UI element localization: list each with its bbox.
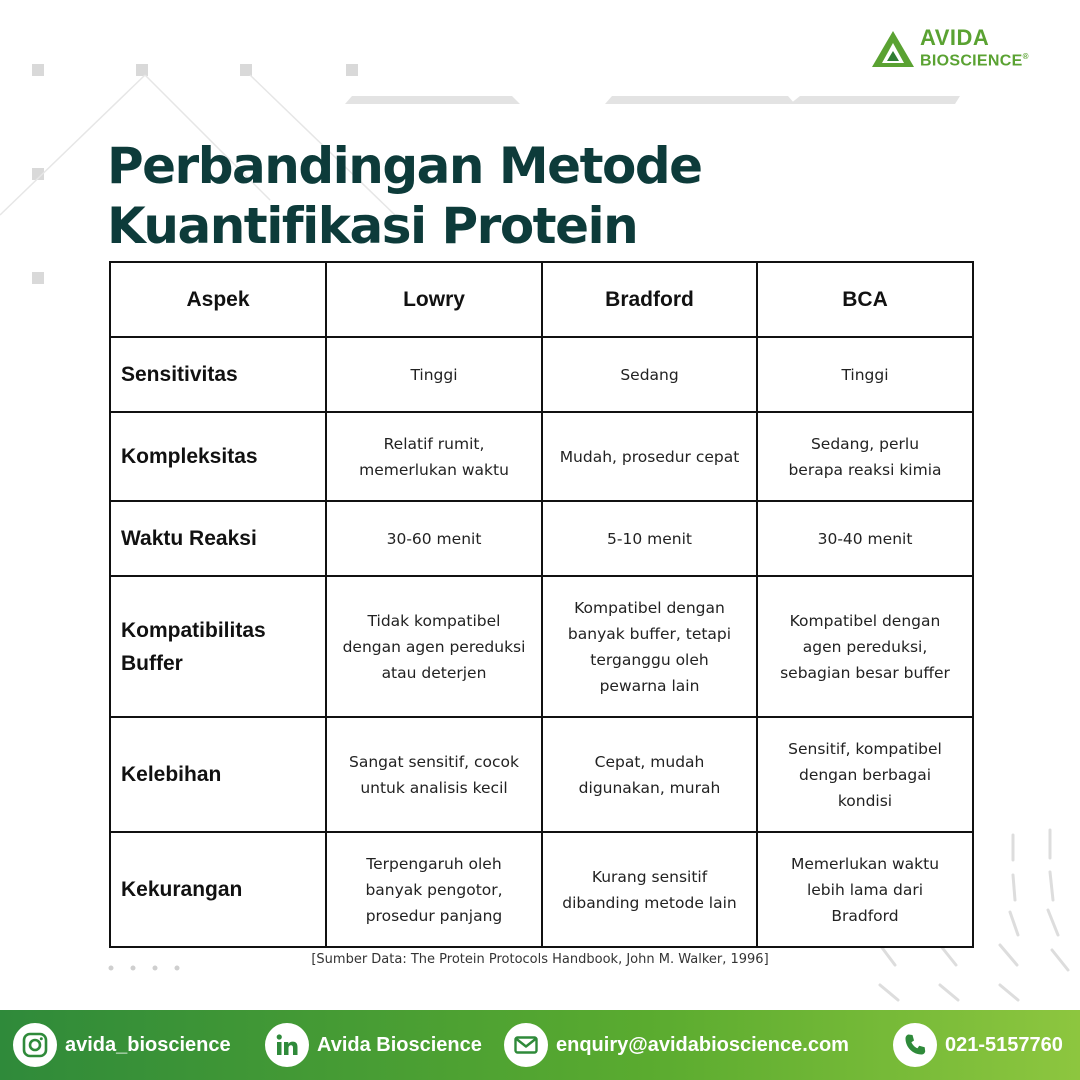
instagram-handle: avida_bioscience bbox=[65, 1033, 231, 1056]
header-aspek: Aspek bbox=[110, 262, 326, 337]
contact-footer bbox=[0, 1010, 1080, 1080]
instagram-icon bbox=[22, 1032, 48, 1058]
linkedin-link[interactable] bbox=[265, 1010, 482, 1080]
table-row bbox=[110, 501, 973, 576]
registered-mark: ® bbox=[1022, 51, 1029, 61]
row-aspect: Kompatibilitas Buffer bbox=[110, 576, 326, 717]
phone-number: 021-5157760 bbox=[945, 1033, 1063, 1056]
cell-lowry: Sangat sensitif, cocok untuk analisis kecil bbox=[326, 717, 542, 832]
row-aspect: Sensitivitas bbox=[110, 337, 326, 412]
cell-bca: Sedang, perlu berapa reaksi kimia bbox=[757, 412, 973, 501]
cell-bca: Sensitif, kompatibel dengan berbagai kondisi bbox=[757, 717, 973, 832]
instagram-link[interactable] bbox=[13, 1010, 231, 1080]
header-lowry: Lowry bbox=[326, 262, 542, 337]
cell-bradford: Mudah, prosedur cepat bbox=[542, 412, 757, 501]
email-address: enquiry@avidabioscience.com bbox=[556, 1033, 849, 1056]
row-aspect: Kelebihan bbox=[110, 717, 326, 832]
row-aspect: Kompleksitas bbox=[110, 412, 326, 501]
cell-bradford: Kurang sensitif dibanding metode lain bbox=[542, 832, 757, 947]
cell-lowry: Terpengaruh oleh banyak pengotor, prosedur panjang bbox=[326, 832, 542, 947]
linkedin-icon-wrap bbox=[265, 1023, 309, 1067]
mail-icon bbox=[513, 1032, 539, 1058]
cell-bradford: Cepat, mudah digunakan, murah bbox=[542, 717, 757, 832]
table-header-row bbox=[110, 262, 973, 337]
page-title bbox=[107, 136, 967, 256]
phone-link[interactable] bbox=[893, 1010, 1063, 1080]
brand-name-line2-text: BIOSCIENCE bbox=[920, 52, 1023, 70]
linkedin-icon bbox=[274, 1032, 300, 1058]
table-row bbox=[110, 337, 973, 412]
table-row bbox=[110, 832, 973, 947]
table-row bbox=[110, 717, 973, 832]
table-row bbox=[110, 576, 973, 717]
header-bca: BCA bbox=[757, 262, 973, 337]
cell-bradford: Kompatibel dengan banyak buffer, tetapi terganggu oleh pewarna lain bbox=[542, 576, 757, 717]
cell-lowry: Relatif rumit, memerlukan waktu bbox=[326, 412, 542, 501]
mail-icon-wrap bbox=[504, 1023, 548, 1067]
brand-logo bbox=[870, 24, 1029, 70]
row-aspect: Kekurangan bbox=[110, 832, 326, 947]
cell-bradford: Sedang bbox=[542, 337, 757, 412]
table-row bbox=[110, 412, 973, 501]
brand-name-line2 bbox=[920, 47, 1029, 70]
cell-bca: Memerlukan waktu lebih lama dari Bradford bbox=[757, 832, 973, 947]
title-line-2: Kuantifikasi Protein bbox=[107, 197, 638, 255]
header-bradford: Bradford bbox=[542, 262, 757, 337]
cell-bca: Tinggi bbox=[757, 337, 973, 412]
linkedin-name: Avida Bioscience bbox=[317, 1033, 482, 1056]
cell-bradford: 5-10 menit bbox=[542, 501, 757, 576]
avida-logo-icon bbox=[870, 29, 916, 69]
email-link[interactable] bbox=[504, 1010, 849, 1080]
cell-lowry: Tidak kompatibel dengan agen pereduksi atau deterjen bbox=[326, 576, 542, 717]
instagram-icon-wrap bbox=[13, 1023, 57, 1067]
cell-bca: Kompatibel dengan agen pereduksi, sebagian besar buffer bbox=[757, 576, 973, 717]
cell-lowry: 30-60 menit bbox=[326, 501, 542, 576]
phone-icon-wrap bbox=[893, 1023, 937, 1067]
cell-lowry: Tinggi bbox=[326, 337, 542, 412]
source-citation: [Sumber Data: The Protein Protocols Handbook, John M. Walker, 1996] bbox=[311, 952, 769, 967]
brand-name-line1: AVIDA bbox=[920, 24, 990, 50]
phone-icon bbox=[902, 1032, 928, 1058]
cell-bca: 30-40 menit bbox=[757, 501, 973, 576]
comparison-table bbox=[109, 261, 974, 948]
row-aspect: Waktu Reaksi bbox=[110, 501, 326, 576]
title-line-1: Perbandingan Metode bbox=[107, 137, 702, 195]
